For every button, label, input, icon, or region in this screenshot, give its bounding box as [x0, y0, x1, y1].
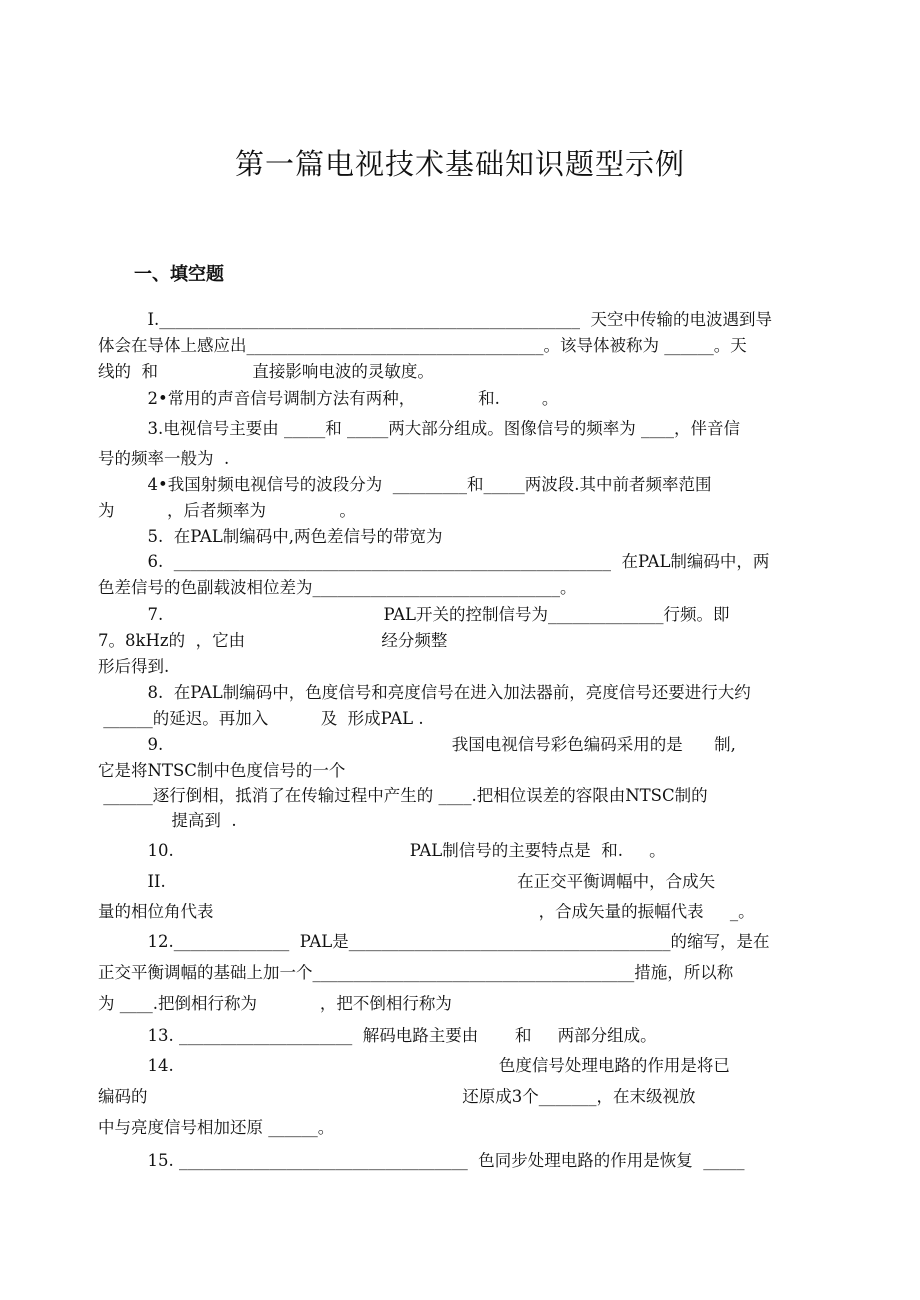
section-heading: 一、填空题 [134, 264, 224, 285]
page-title: 第一篇电视技术基础知识题型示例 [234, 147, 685, 181]
question-line: ______逐行倒相，抵消了在传输过程中产生的 ____.把相位误差的容限由NTSC制的 [98, 786, 708, 805]
question-line: 2•常用的声音信号调制方法有两种， 和. 。 [98, 389, 559, 408]
question-line: 6. _____________________________________________________ 在PAL制编码中，两 [98, 552, 770, 571]
question-line: ______的延迟。再加入 及 形成PAL . [98, 709, 424, 728]
question-line: 4•我国射频电视信号的波段分为 _________和_____两波段.其中前者频率范围 [98, 475, 712, 494]
question-line: II. 在正交平衡调幅中，合成矢 [98, 872, 716, 891]
question-line: 体会在导体上感应出____________________________________。该导体被称为 ______。天 [98, 336, 747, 355]
question-line: 10. PAL制信号的主要特点是 和. 。 [98, 841, 666, 860]
question-line: I.___________________________________________________ 天空中传输的电波遇到导 [98, 310, 773, 329]
question-line: 14. 色度信号处理电路的作用是将已 [98, 1056, 730, 1075]
question-line: 号的频率一般为 . [98, 449, 230, 468]
question-line: 量的相位角代表 ，合成矢量的振幅代表 _。 [98, 902, 755, 921]
question-line: 12.______________ PAL是_______________________________________的缩写，是在 [98, 932, 770, 951]
question-line: 正交平衡调幅的基础上加一个_______________________________________措施，所以称 [98, 963, 734, 982]
question-line: 中与亮度信号相加还原 ______。 [98, 1118, 335, 1137]
question-line: 7. PAL开关的控制信号为______________行频。即 [98, 605, 730, 624]
question-line: 9. 我国电视信号彩色编码采用的是 制, [98, 735, 736, 754]
question-line: 为 ，后者频率为 。 [98, 501, 356, 520]
question-line: 15. ___________________________________ 色同步处理电路的作用是恢复 _____ [98, 1151, 745, 1170]
question-line: 提高到 . [98, 811, 237, 830]
question-line: 7。8kHz的 ，它由 经分频整 [98, 631, 448, 650]
question-line: 线的 和 直接影响电波的灵敏度。 [98, 362, 434, 381]
question-line: 为 ____.把倒相行称为 ，把不倒相行称为 [98, 994, 452, 1013]
question-line: 8. 在PAL制编码中，色度信号和亮度信号在进入加法器前，亮度信号还要进行大约 [98, 683, 751, 702]
question-line: 编码的 还原成3个_______，在末级视放 [98, 1087, 696, 1106]
question-line: 3.电视信号主要由 _____和 _____两大部分组成。图像信号的频率为 ____，伴音信 [98, 419, 740, 438]
question-line: 色差信号的色副载波相位差为______________________________。 [98, 578, 577, 597]
question-line: 13. _____________________ 解码电路主要由 和 两部分组成。 [98, 1026, 657, 1045]
question-line: 5. 在PAL制编码中,两色差信号的带宽为 [98, 527, 443, 546]
question-line: 它是将NTSC制中色度信号的一个 [98, 761, 346, 780]
question-line: 形后得到. [98, 657, 170, 676]
